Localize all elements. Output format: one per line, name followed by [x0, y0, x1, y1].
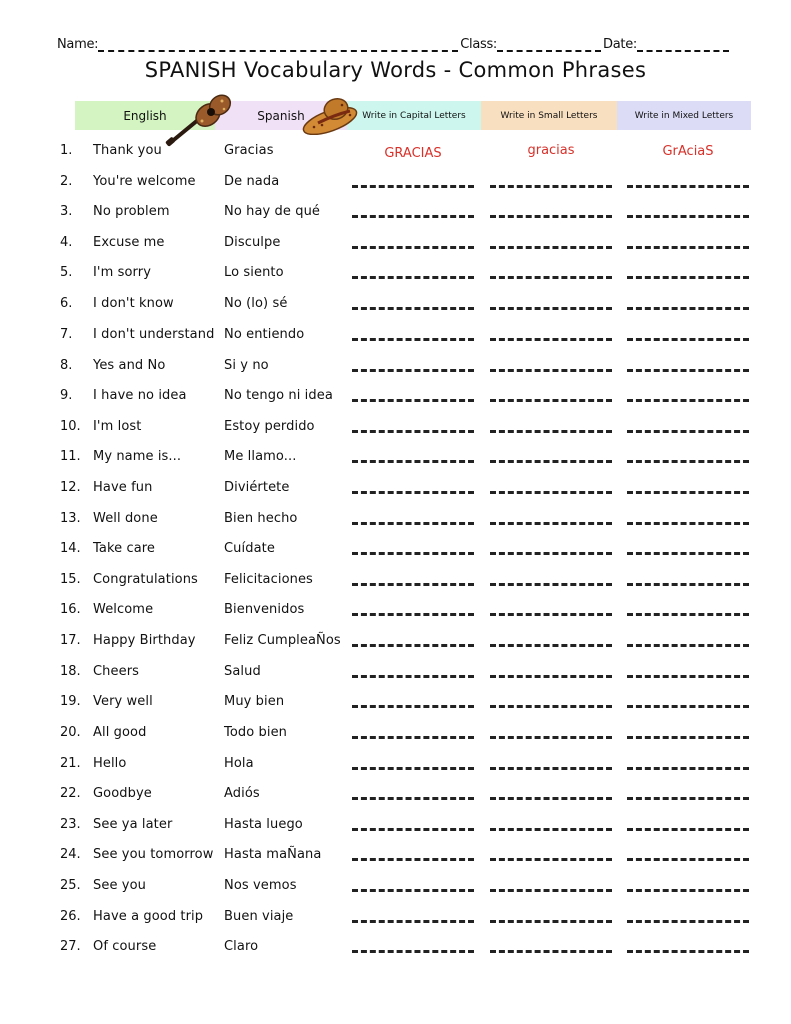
small-answer-line[interactable] [490, 338, 612, 341]
row-number: 25. [60, 878, 81, 893]
vocab-row [0, 449, 791, 471]
english-phrase: Have a good trip [93, 909, 204, 924]
small-answer-line[interactable] [490, 276, 612, 279]
date-field[interactable] [637, 40, 729, 52]
header-capital-letters: Write in Capital Letters [347, 101, 481, 130]
small-answer-line[interactable] [490, 767, 612, 770]
small-answer-line[interactable] [490, 736, 612, 739]
english-phrase: Goodbye [93, 786, 152, 801]
row-number: 11. [60, 449, 81, 464]
row-number: 7. [60, 327, 73, 342]
vocab-row [0, 174, 791, 196]
sombrero-icon [300, 93, 362, 135]
vocab-row [0, 786, 791, 808]
row-number: 18. [60, 664, 81, 679]
vocab-row [0, 633, 791, 655]
small-answer-line[interactable] [490, 307, 612, 310]
english-phrase: Thank you [93, 143, 162, 158]
spanish-phrase: Me llamo... [224, 449, 297, 464]
small-answer-line[interactable] [490, 491, 612, 494]
mixed-answer-line[interactable] [627, 705, 749, 708]
small-answer-line[interactable] [490, 215, 612, 218]
spanish-phrase: Feliz CumpleaÑos [224, 633, 341, 648]
vocab-row [0, 756, 791, 778]
capital-answer-line[interactable] [352, 338, 474, 341]
class-field[interactable] [497, 40, 601, 52]
capital-answer-line[interactable] [352, 552, 474, 555]
example-capital: GRACIAS [384, 146, 442, 161]
row-number: 6. [60, 296, 73, 311]
english-phrase: Of course [93, 939, 157, 954]
small-answer-line[interactable] [490, 675, 612, 678]
capital-answer-line[interactable] [352, 767, 474, 770]
vocab-row [0, 817, 791, 839]
english-phrase: See ya later [93, 817, 173, 832]
spanish-phrase: No entiendo [224, 327, 305, 342]
small-answer-line[interactable] [490, 828, 612, 831]
english-phrase: No problem [93, 204, 170, 219]
english-phrase: Yes and No [93, 358, 166, 373]
row-number: 14. [60, 541, 81, 556]
row-number: 5. [60, 265, 73, 280]
vocab-row [0, 480, 791, 502]
row-number: 1. [60, 143, 73, 158]
header-small-letters: Write in Small Letters [481, 101, 617, 130]
vocab-row [0, 572, 791, 594]
english-phrase: Congratulations [93, 572, 198, 587]
mixed-answer-line[interactable] [627, 246, 749, 249]
mixed-answer-line[interactable] [627, 369, 749, 372]
spanish-phrase: Gracias [224, 143, 274, 158]
row-number: 27. [60, 939, 81, 954]
mixed-answer-line[interactable] [627, 460, 749, 463]
row-number: 26. [60, 909, 81, 924]
capital-answer-line[interactable] [352, 369, 474, 372]
small-answer-line[interactable] [490, 460, 612, 463]
mixed-answer-line[interactable] [627, 338, 749, 341]
capital-answer-line[interactable] [352, 950, 474, 953]
row-number: 22. [60, 786, 81, 801]
spanish-phrase: Si y no [224, 358, 269, 373]
mixed-answer-line[interactable] [627, 950, 749, 953]
row-number: 10. [60, 419, 81, 434]
mixed-answer-line[interactable] [627, 307, 749, 310]
spanish-phrase: Bien hecho [224, 511, 298, 526]
row-number: 4. [60, 235, 73, 250]
mixed-answer-line[interactable] [627, 644, 749, 647]
english-phrase: I don't understand [93, 327, 215, 342]
vocab-row [0, 327, 791, 349]
row-number: 8. [60, 358, 73, 373]
vocab-row [0, 204, 791, 226]
vocab-row [0, 602, 791, 624]
english-phrase: See you tomorrow [93, 847, 214, 862]
vocab-row [0, 511, 791, 533]
mixed-answer-line[interactable] [627, 399, 749, 402]
vocab-row [0, 939, 791, 961]
capital-answer-line[interactable] [352, 613, 474, 616]
english-phrase: Cheers [93, 664, 140, 679]
class-label: Class: [460, 37, 498, 52]
english-phrase: Welcome [93, 602, 154, 617]
mixed-answer-line[interactable] [627, 736, 749, 739]
name-label: Name: [57, 37, 99, 52]
mixed-answer-line[interactable] [627, 889, 749, 892]
mixed-answer-line[interactable] [627, 491, 749, 494]
row-number: 15. [60, 572, 81, 587]
mixed-answer-line[interactable] [627, 215, 749, 218]
english-phrase: Hello [93, 756, 127, 771]
spanish-phrase: No tengo ni idea [224, 388, 333, 403]
row-number: 17. [60, 633, 81, 648]
row-number: 24. [60, 847, 81, 862]
capital-answer-line[interactable] [352, 889, 474, 892]
row-number: 13. [60, 511, 81, 526]
spanish-phrase: No hay de qué [224, 204, 321, 219]
spanish-phrase: Estoy perdido [224, 419, 315, 434]
spanish-phrase: Todo bien [224, 725, 288, 740]
small-answer-line[interactable] [490, 583, 612, 586]
english-phrase: I have no idea [93, 388, 187, 403]
mixed-answer-line[interactable] [627, 920, 749, 923]
small-answer-line[interactable] [490, 920, 612, 923]
capital-answer-line[interactable] [352, 185, 474, 188]
small-answer-line[interactable] [490, 889, 612, 892]
vocab-row [0, 235, 791, 257]
english-phrase: Excuse me [93, 235, 165, 250]
small-answer-line[interactable] [490, 644, 612, 647]
mixed-answer-line[interactable] [627, 767, 749, 770]
mixed-answer-line[interactable] [627, 276, 749, 279]
vocab-row [0, 878, 791, 900]
student-info-line [57, 32, 747, 52]
capital-answer-line[interactable] [352, 705, 474, 708]
row-number: 23. [60, 817, 81, 832]
spanish-phrase: Muy bien [224, 694, 285, 709]
guitar-icon [164, 89, 236, 147]
page-title: SPANISH Vocabulary Words - Common Phrases [144, 58, 647, 82]
header-mixed-letters: Write in Mixed Letters [617, 101, 751, 130]
small-answer-line[interactable] [490, 185, 612, 188]
vocab-row [0, 847, 791, 869]
capital-answer-line[interactable] [352, 797, 474, 800]
english-phrase: You're welcome [93, 174, 196, 189]
example-small: gracias [527, 143, 575, 158]
vocab-row [0, 358, 791, 380]
capital-answer-line[interactable] [352, 828, 474, 831]
example-mixed: GrAciaS [662, 144, 714, 159]
capital-answer-line[interactable] [352, 399, 474, 402]
row-number: 9. [60, 388, 73, 403]
vocab-row [0, 419, 791, 441]
capital-answer-line[interactable] [352, 491, 474, 494]
capital-answer-line[interactable] [352, 276, 474, 279]
mixed-answer-line[interactable] [627, 613, 749, 616]
vocab-row [0, 664, 791, 686]
capital-answer-line[interactable] [352, 460, 474, 463]
spanish-phrase: Nos vemos [224, 878, 297, 893]
capital-answer-line[interactable] [352, 522, 474, 525]
small-answer-line[interactable] [490, 705, 612, 708]
spanish-phrase: De nada [224, 174, 280, 189]
header-english: English [75, 101, 215, 130]
row-number: 20. [60, 725, 81, 740]
english-phrase: Happy Birthday [93, 633, 196, 648]
english-phrase: I don't know [93, 296, 174, 311]
small-answer-line[interactable] [490, 246, 612, 249]
row-number: 3. [60, 204, 73, 219]
small-answer-line[interactable] [490, 522, 612, 525]
vocab-row [0, 694, 791, 716]
spanish-phrase: No (lo) sé [224, 296, 288, 311]
english-phrase: Have fun [93, 480, 153, 495]
small-answer-line[interactable] [490, 430, 612, 433]
row-number: 19. [60, 694, 81, 709]
mixed-answer-line[interactable] [627, 797, 749, 800]
vocab-row [0, 541, 791, 563]
row-number: 2. [60, 174, 73, 189]
capital-answer-line[interactable] [352, 215, 474, 218]
mixed-answer-line[interactable] [627, 522, 749, 525]
small-answer-line[interactable] [490, 858, 612, 861]
vocab-row [0, 388, 791, 410]
spanish-phrase: Lo siento [224, 265, 284, 280]
capital-answer-line[interactable] [352, 736, 474, 739]
vocab-row [0, 909, 791, 931]
mixed-answer-line[interactable] [627, 430, 749, 433]
small-answer-line[interactable] [490, 797, 612, 800]
spanish-phrase: Hasta maÑana [224, 847, 322, 862]
spanish-phrase: Felicitaciones [224, 572, 313, 587]
mixed-answer-line[interactable] [627, 185, 749, 188]
small-answer-line[interactable] [490, 552, 612, 555]
english-phrase: Very well [93, 694, 153, 709]
mixed-answer-line[interactable] [627, 828, 749, 831]
spanish-phrase: Cuídate [224, 541, 275, 556]
english-phrase: I'm sorry [93, 265, 151, 280]
spanish-phrase: Diviértete [224, 480, 290, 495]
capital-answer-line[interactable] [352, 307, 474, 310]
spanish-phrase: Hasta luego [224, 817, 303, 832]
english-phrase: Take care [93, 541, 156, 556]
row-number: 12. [60, 480, 81, 495]
mixed-answer-line[interactable] [627, 583, 749, 586]
small-answer-line[interactable] [490, 950, 612, 953]
spanish-phrase: Claro [224, 939, 259, 954]
vocab-row [0, 296, 791, 318]
english-phrase: My name is... [93, 449, 182, 464]
mixed-answer-line[interactable] [627, 858, 749, 861]
vocab-row [0, 143, 791, 165]
capital-answer-line[interactable] [352, 675, 474, 678]
capital-answer-line[interactable] [352, 430, 474, 433]
vocab-row [0, 265, 791, 287]
english-phrase: I'm lost [93, 419, 142, 434]
spanish-phrase: Salud [224, 664, 261, 679]
mixed-answer-line[interactable] [627, 552, 749, 555]
spanish-phrase: Bienvenidos [224, 602, 305, 617]
capital-answer-line[interactable] [352, 858, 474, 861]
row-number: 16. [60, 602, 81, 617]
capital-answer-line[interactable] [352, 583, 474, 586]
header-spanish: Spanish [215, 101, 347, 130]
english-phrase: Well done [93, 511, 158, 526]
name-field[interactable] [98, 40, 458, 52]
capital-answer-line[interactable] [352, 246, 474, 249]
spanish-phrase: Buen viaje [224, 909, 294, 924]
spanish-phrase: Adiós [224, 786, 260, 801]
english-phrase: All good [93, 725, 147, 740]
spanish-phrase: Disculpe [224, 235, 281, 250]
date-label: Date: [603, 37, 637, 52]
small-answer-line[interactable] [490, 399, 612, 402]
capital-answer-line[interactable] [352, 644, 474, 647]
spanish-phrase: Hola [224, 756, 254, 771]
mixed-answer-line[interactable] [627, 675, 749, 678]
small-answer-line[interactable] [490, 613, 612, 616]
vocab-row [0, 725, 791, 747]
english-phrase: See you [93, 878, 146, 893]
row-number: 21. [60, 756, 81, 771]
capital-answer-line[interactable] [352, 920, 474, 923]
small-answer-line[interactable] [490, 369, 612, 372]
